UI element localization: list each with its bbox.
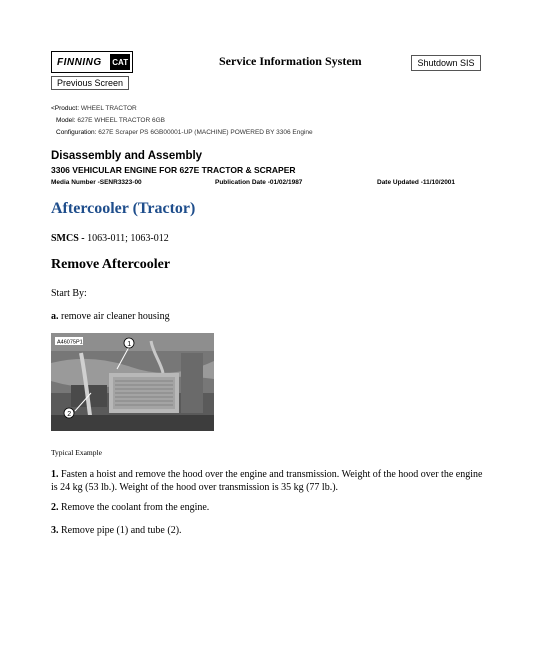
configuration-value: 627E Scraper PS 6GB00001-UP (MACHINE) POWERED BY 3306 Engine [98,129,313,136]
model-key: Model: [56,117,76,124]
aftercooler-photo [51,333,214,431]
callout-1: 1 [127,340,132,348]
date-updated: Date Updated -11/10/2001 [377,179,456,186]
model-value: 627E WHEEL TRACTOR 6GB [77,117,165,124]
photo-caption: Typical Example [51,448,102,457]
start-by: Start By: [51,288,87,299]
step-3-number: 3. [51,525,59,536]
smcs-line [51,233,169,244]
section-subtitle: 3306 VEHICULAR ENGINE FOR 627E TRACTOR & SCRAPER [51,165,296,175]
step-a-text: remove air cleaner housing [61,311,170,322]
section-category: Disassembly and Assembly [51,150,203,162]
step-1 [51,468,491,494]
callout-2: 2 [67,410,72,418]
previous-screen-button[interactable]: Previous Screen [51,76,129,90]
page-title: Service Information System [219,54,362,68]
smcs-label: SMCS - [51,233,85,244]
step-3 [51,525,182,536]
start-by-step-a [51,311,170,322]
doc-title: Aftercooler (Tractor) [51,200,196,217]
model-line [56,117,165,124]
shutdown-sis-button[interactable]: Shutdown SIS [411,55,481,71]
procedure-heading: Remove Aftercooler [51,257,171,272]
product-value: WHEEL TRACTOR [80,105,137,112]
step-3-text: Remove pipe (1) and tube (2). [61,525,182,536]
step-2-text: Remove the coolant from the engine. [61,502,210,513]
step-1-number: 1. [51,469,59,480]
step-a-label: a. [51,311,59,322]
configuration-key: Configuration: [56,129,97,136]
product-key: <Product: [51,105,80,112]
step-2 [51,502,209,513]
media-number: Media Number -SENR3323-00 [51,179,142,186]
product-line [51,105,137,112]
finning-cat-logo [51,51,133,73]
configuration-line [56,129,313,136]
publication-date: Publication Date -01/02/1987 [215,179,303,186]
cat-badge: CAT [110,54,130,70]
logo-text: FINNING [57,56,102,68]
step-1-text: Fasten a hoist and remove the hood over the engine and transmission. Weight of the hood over the engine is 24 kg (53 lb.). Weight of the hood over transmission is 35 kg (77 lb.). [51,469,483,493]
photo-tag: A46075P1 [57,339,83,346]
smcs-value: 1063-011; 1063-012 [87,233,169,244]
step-2-number: 2. [51,502,59,513]
